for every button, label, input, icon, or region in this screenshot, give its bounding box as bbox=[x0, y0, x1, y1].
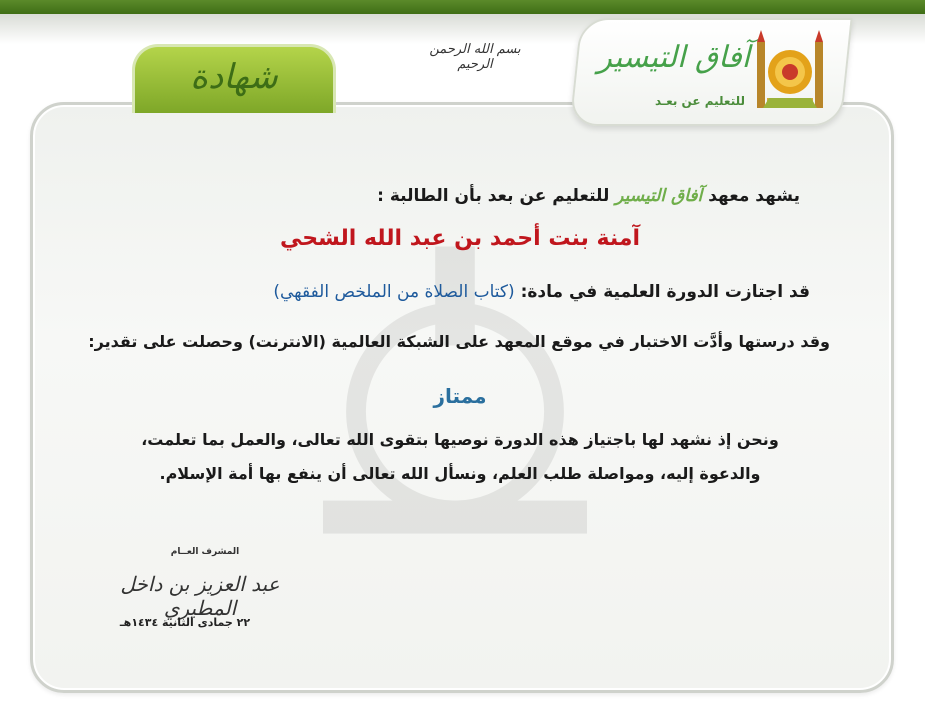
certificate-date: ٢٢ جمادى الثانية ١٤٣٤هـ bbox=[119, 616, 251, 629]
advice-line-2: والدعوة إليه، ومواصلة طلب العلم، ونسأل الله تعالى أن ينفع بها أمة الإسلام. bbox=[159, 464, 761, 483]
advice-line-1: ونحن إذ نشهد لها باجتياز هذه الدورة نوصيها بتقوى الله تعالى، والعمل بما تعلمت، bbox=[141, 430, 779, 449]
intro-suffix: للتعليم عن بعد بأن الطالبة : bbox=[377, 186, 610, 206]
logo-box bbox=[569, 18, 852, 126]
student-name: آمنة بنت أحمد بن عبد الله الشحي bbox=[279, 226, 641, 251]
grade: ممتاز bbox=[433, 384, 487, 408]
intro-prefix: يشهد معهد bbox=[708, 186, 800, 206]
signatory-name: عبد العزيز بن داخل المطيري bbox=[120, 572, 280, 620]
signatory-title: المشرف العــام bbox=[170, 547, 240, 557]
tab-title: شهادة bbox=[190, 57, 278, 97]
course-name: (كتاب الصلاة من الملخص الفقهي) bbox=[273, 282, 515, 302]
logo-name: آفاق التيسير bbox=[597, 40, 750, 75]
institute-name: آفاق التيسير bbox=[615, 186, 703, 206]
basmala: بسم الله الرحمن الرحيم bbox=[429, 42, 521, 72]
certificate-tab bbox=[132, 44, 336, 113]
course-prefix: قد اجتازت الدورة العلمية في مادة: bbox=[520, 282, 810, 302]
logo-tagline: للتعليم عن بعـد bbox=[655, 94, 745, 108]
certificate-intro-line bbox=[160, 186, 800, 206]
study-statement: وقد درستها وأدَّت الاختبار في موقع المعهد على الشبكة العالمية (الانترنت) وحصلت على تقدير: bbox=[88, 332, 830, 351]
course-line bbox=[150, 282, 810, 302]
top-bar bbox=[0, 0, 925, 14]
mosque-emblem-icon bbox=[753, 28, 827, 112]
